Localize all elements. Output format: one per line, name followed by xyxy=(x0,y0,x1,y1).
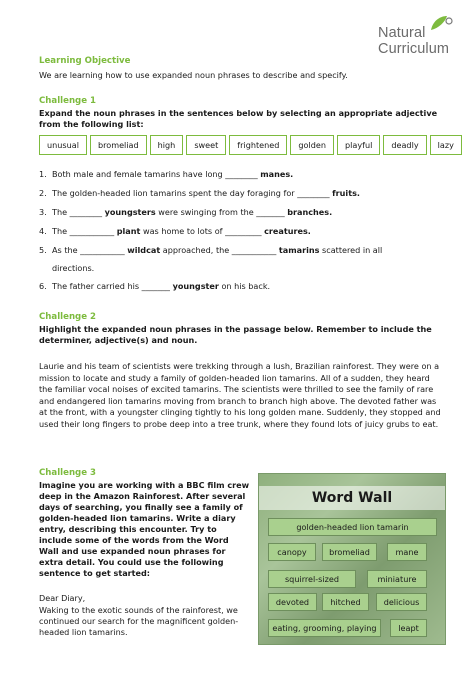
sentence-number: 4. xyxy=(39,226,47,236)
adjective-chip: bromeliad xyxy=(90,135,147,155)
sentence-1 xyxy=(39,169,293,180)
sentence-text: Both male and female tamarins have long ________ xyxy=(52,169,261,179)
sentence-text: scattered in all xyxy=(319,245,383,255)
word-wall-chip: golden-headed lion tamarin xyxy=(268,518,437,536)
adjective-chip: frightened xyxy=(229,135,287,155)
adjective-chip: high xyxy=(150,135,184,155)
adjective-chip: sweet xyxy=(186,135,226,155)
learning-objective-heading: Learning Objective xyxy=(39,56,131,66)
sentence-text: As the ___________ xyxy=(52,245,128,255)
challenge2-instruction: Highlight the expanded noun phrases in the passage below. Remember to include the determiner, adjective(s) and noun. xyxy=(39,324,432,345)
sentence-noun: creatures. xyxy=(264,226,311,236)
sentence-number: 3. xyxy=(39,207,47,217)
sentence-noun: tamarins xyxy=(278,245,320,255)
word-wall-chip: bromeliad xyxy=(322,543,377,561)
adjective-chip: golden xyxy=(290,135,334,155)
adjective-chip: deadly xyxy=(383,135,426,155)
sentence-noun: fruits. xyxy=(332,188,360,198)
sentence-5-continued xyxy=(39,263,94,274)
sentence-noun: branches. xyxy=(287,207,333,217)
sentence-2 xyxy=(39,188,360,199)
sentence-number: 1. xyxy=(39,169,47,179)
sentence-number: 5. xyxy=(39,245,47,255)
logo-line1: Natural xyxy=(378,25,426,41)
word-wall-chip: mane xyxy=(387,543,427,561)
sentence-text: approached, the ___________ xyxy=(160,245,279,255)
sentence-noun: youngster xyxy=(172,281,219,291)
adjective-chip: lazy xyxy=(430,135,462,155)
word-wall-title: Word Wall xyxy=(259,486,445,510)
word-wall-chip: squirrel-sized xyxy=(268,570,356,588)
sentence-text: The ________ xyxy=(52,207,105,217)
challenge1-heading: Challenge 1 xyxy=(39,96,97,106)
leaf-icon xyxy=(425,12,455,34)
sentence-text: were swinging from the _______ xyxy=(155,207,288,217)
sentence-noun: manes. xyxy=(260,169,294,179)
sentence-text: The ___________ xyxy=(52,226,117,236)
word-wall-chip: leapt xyxy=(390,619,427,637)
sentence-text: on his back. xyxy=(218,281,271,291)
word-wall-chip: delicious xyxy=(376,593,427,611)
sentence-4 xyxy=(39,226,311,237)
challenge1-instruction: Expand the noun phrases in the sentences below by selecting an appropriate adjective from the following list: xyxy=(39,108,438,129)
sentence-noun: plant xyxy=(116,226,141,236)
adjective-word-list xyxy=(39,135,462,155)
adjective-chip: unusual xyxy=(39,135,87,155)
word-wall-chip: canopy xyxy=(268,543,316,561)
word-wall-chip: eating, grooming, playing xyxy=(268,619,381,637)
sentence-text: directions. xyxy=(52,263,95,273)
sentence-number: 2. xyxy=(39,188,47,198)
word-wall-chip: devoted xyxy=(268,593,317,611)
sentence-5 xyxy=(39,245,382,256)
sentence-text: The father carried his _______ xyxy=(52,281,173,291)
challenge3-instruction: Imagine you are working with a BBC film crew deep in the Amazon Rainforest. After several days of searching, you finally see a family of golden-headed lion tamarins. Write a diary entry, describing this encounter. Try to include some of the words from the Word Wall and use expanded noun phrases for extra detail. You could use the following sentence to get started: xyxy=(39,480,250,578)
sentence-text: The golden-headed lion tamarins spent the day foraging for ________ xyxy=(52,188,333,198)
sentence-noun: wildcat xyxy=(127,245,161,255)
challenge3-heading: Challenge 3 xyxy=(39,468,97,478)
challenge2-heading: Challenge 2 xyxy=(39,312,97,322)
challenge2-passage: Laurie and his team of scientists were trekking through a lush, Brazilian rainforest. They were on a mission to locate and study a family of golden-headed lion tamarins. All of a sudden, they heard the familiar vocal noises of excited tamarins. The scientists were thrilled to see the family of rare and endangered lion tamarins moving from branch to branch high above. The devoted father was at the front, with a youngster clinging tightly to his long golden mane. Suddenly, they stopped and used their long fingers to probe deep into a tree trunk, where they found lots of juicy grubs to eat. xyxy=(39,361,441,429)
diary-greeting: Dear Diary, xyxy=(39,593,86,603)
logo-line2: Curriculum xyxy=(378,41,450,57)
natural-curriculum-logo xyxy=(371,12,467,58)
word-wall-chip: miniature xyxy=(367,570,427,588)
word-wall-chip: hitched xyxy=(322,593,369,611)
learning-objective-text: We are learning how to use expanded noun phrases to describe and specify. xyxy=(39,70,348,80)
adjective-chip: playful xyxy=(337,135,380,155)
sentence-6 xyxy=(39,281,270,292)
sentence-noun: youngsters xyxy=(104,207,156,217)
diary-starter: Waking to the exotic sounds of the rainforest, we continued our search for the magnificent golden-headed lion tamarins. xyxy=(39,605,239,637)
word-wall xyxy=(258,473,446,645)
sentence-text: was home to lots of _________ xyxy=(140,226,265,236)
sentence-3 xyxy=(39,207,332,218)
sentence-number: 6. xyxy=(39,281,47,291)
